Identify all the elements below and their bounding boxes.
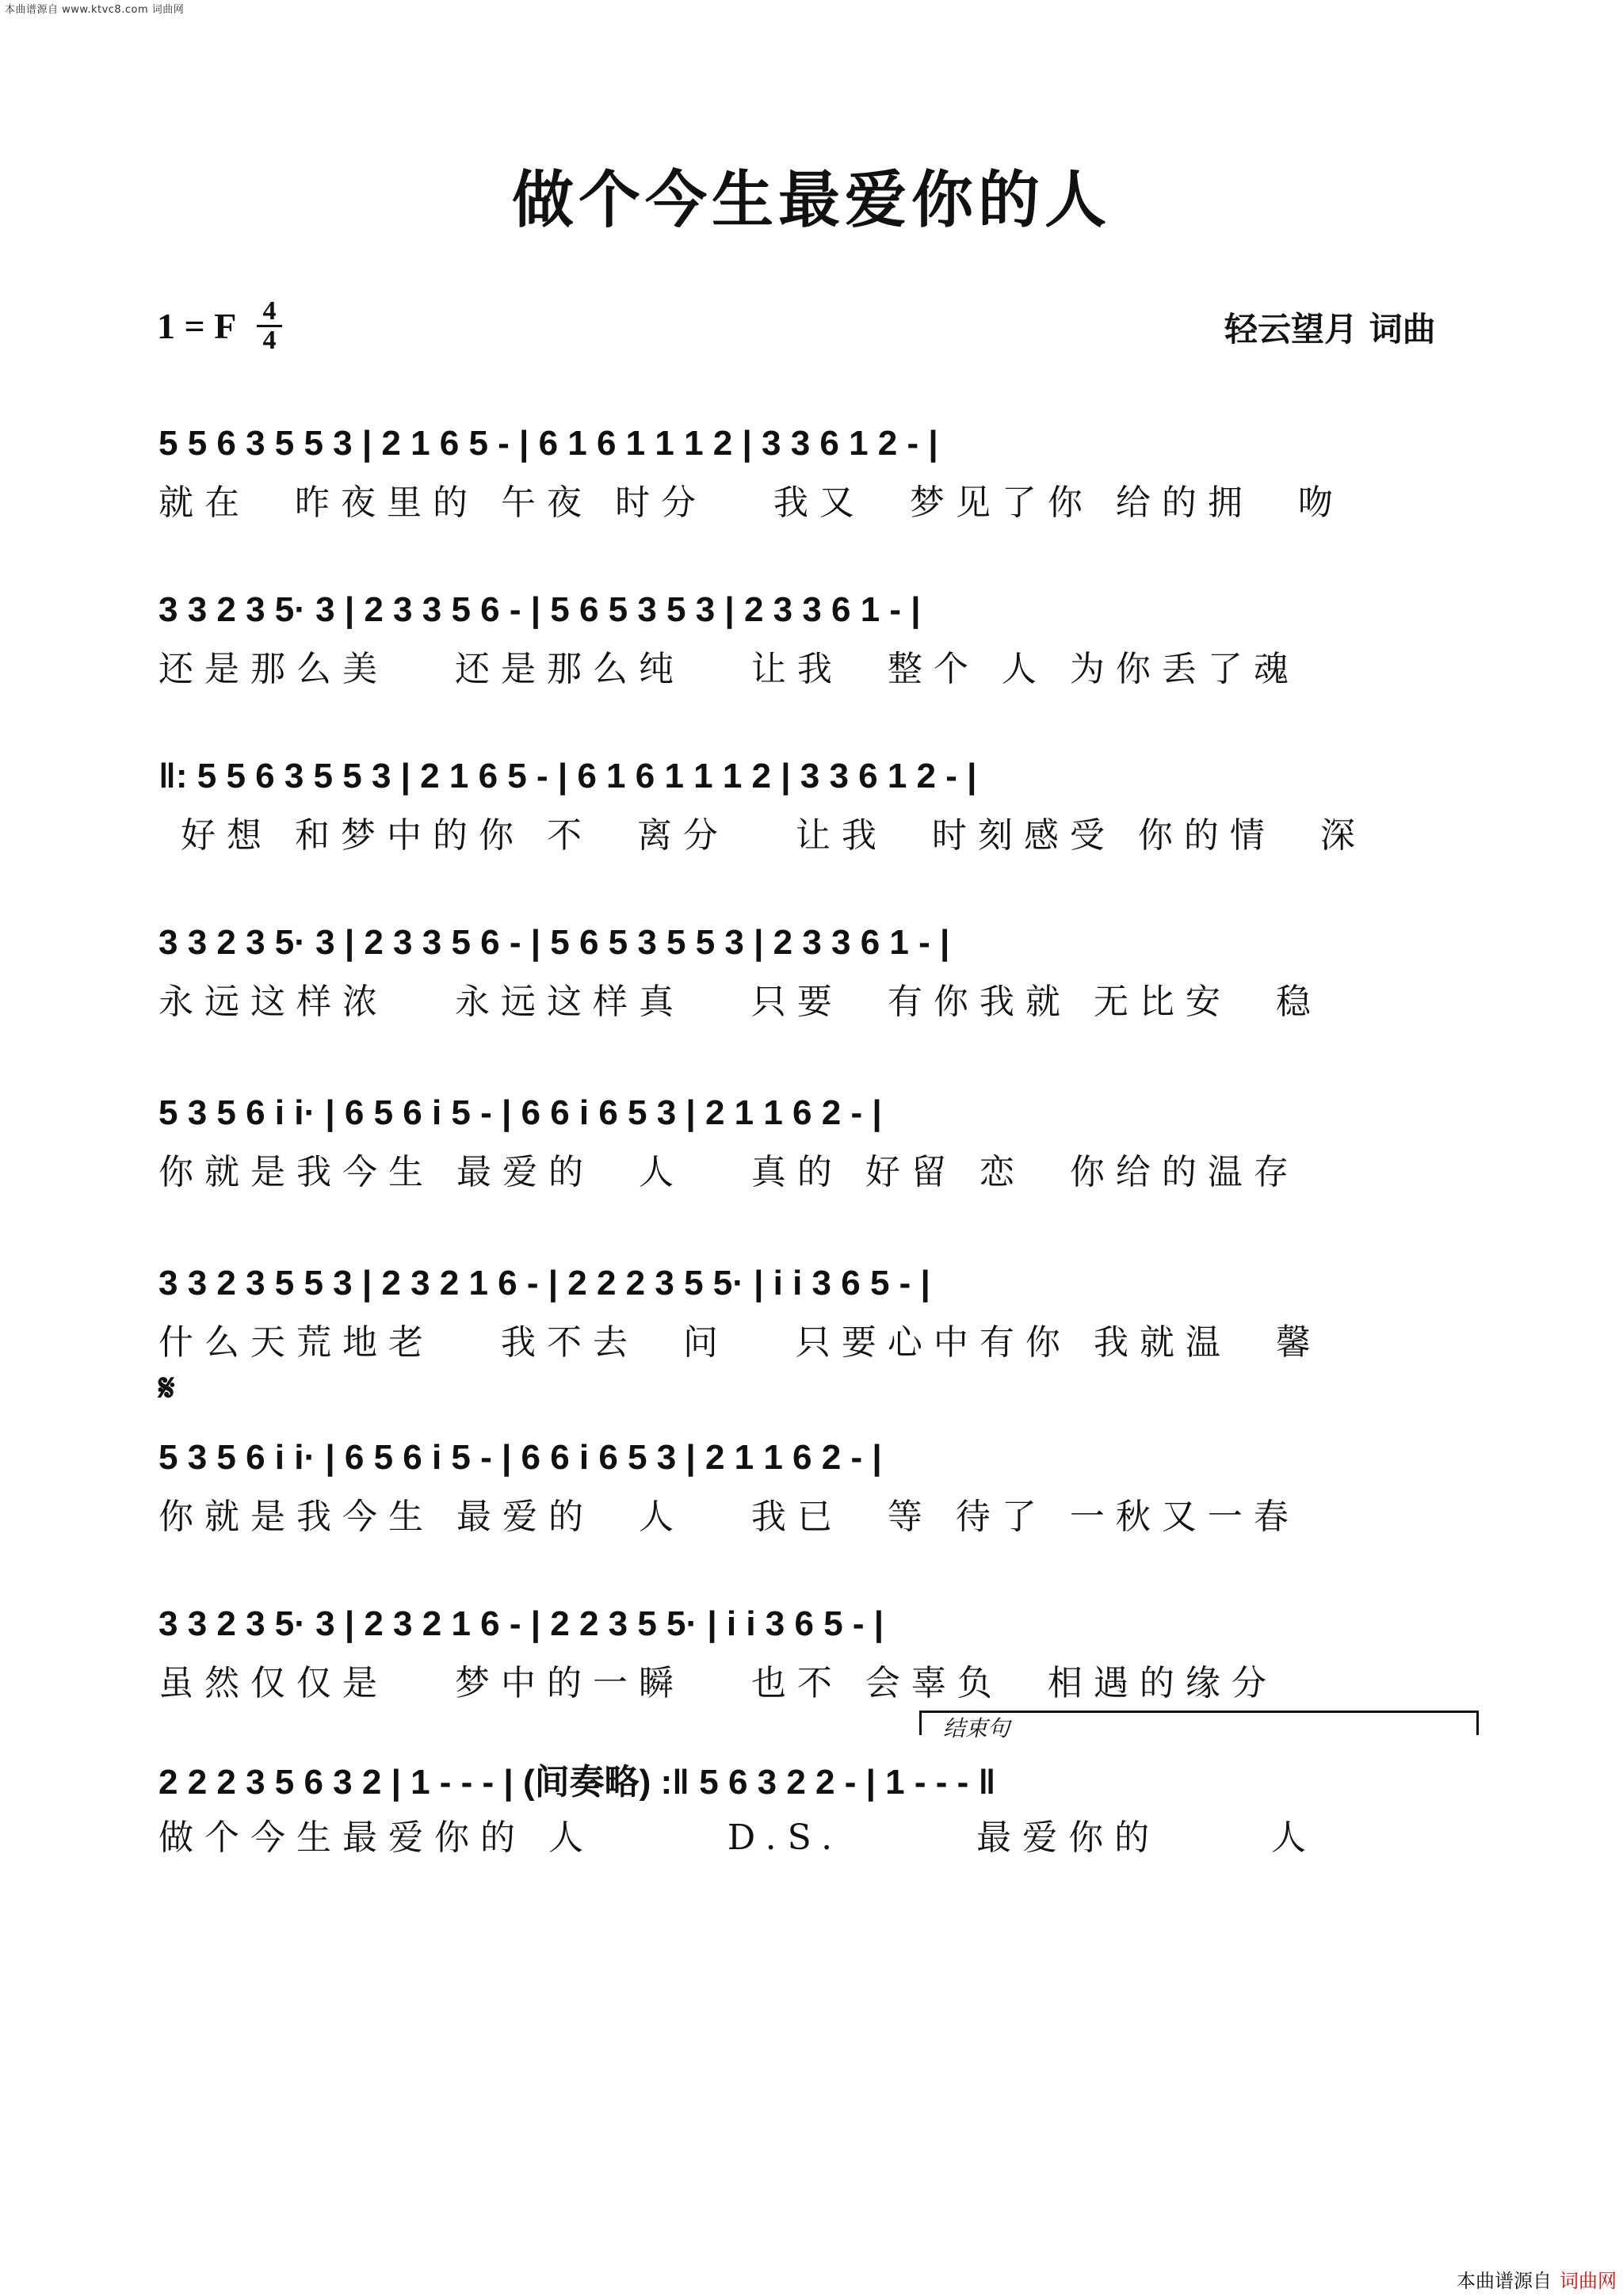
bottom-watermark-left: 本曲谱源自 [1457,2270,1552,2292]
lyric-line: 你就是我今生 最爱的 人 真的 好留 恋 你给的温存 [158,1152,1300,1192]
top-watermark: 本曲谱源自 www.ktvc8.com 词曲网 [5,4,185,16]
lyric-line: 就在 昨夜里的 午夜 时分 我又 梦见了你 给的拥 吻 [158,482,1344,523]
notation-line: ‖: 5 5 6 3 5 5 3 | 2 1 6 5 - | 6 1 6 1 1 1 2 | 3 3 6 1 2 - | [158,757,977,795]
score-row [158,1592,1474,1719]
score-row [158,578,1474,705]
score-row [158,745,1474,871]
notation-line: 5 5 6 3 5 5 3 | 2 1 6 5 - | 6 1 6 1 1 1 2 | 3 3 6 1 2 - | [158,424,938,463]
lyric-line: 永远这样浓 永远这样真 只要 有你我就 无比安 稳 [158,982,1322,1022]
time-numerator: 4 [262,296,277,326]
lyric-line: 你就是我今生 最爱的 人 我已 等 待了 一秋又一春 [158,1497,1300,1537]
lyric-line: 虽然仅仅是 梦中的一瞬 也不 会辜负 相遇的缘分 [158,1663,1277,1703]
score-row [158,911,1474,1038]
notation-line: 3 3 2 3 5· 3 | 2 3 3 5 6 - | 5 6 5 3 5 3 | 2 3 3 6 1 - | [158,590,921,629]
score-row [158,1426,1474,1553]
lyric-line: 好想 和梦中的你 不 离分 让我 时刻感受 你的情 深 [158,815,1366,856]
composer-credit: 轻云望月 词曲 [1224,310,1436,349]
ending-label: 结束句 [943,1715,1010,1741]
score-row [158,1747,1474,1874]
notation-line: 3 3 2 3 5 5 3 | 2 3 2 1 6 - | 2 2 2 3 5 5· | i i 3 6 5 - | [158,1264,930,1302]
notation-line: 3 3 2 3 5· 3 | 2 3 3 5 6 - | 5 6 5 3 5 5 3 | 2 3 3 6 1 - | [158,923,950,962]
notation-line: 2 2 2 3 5 6 3 2 | 1 - - - | (间奏略) :‖ 5 6 3 2 2 - | 1 - - - ‖ [158,1763,996,1802]
time-denominator: 4 [262,326,277,355]
lyric-line: 做个今生最爱你的 人 D.S. 最爱你的 人 [158,1817,1318,1858]
notation-line: 5 3 5 6 i i· | 6 5 6 i 5 - | 6 6 i 6 5 3 | 2 1 1 6 2 - | [158,1093,882,1132]
notation-line: 3 3 2 3 5· 3 | 2 3 2 1 6 - | 2 2 3 5 5· | i i 3 6 5 - | [158,1604,884,1643]
segno-sign: 𝄋 [158,1366,175,1410]
score-row [158,1252,1474,1379]
lyric-line: 还是那么美 还是那么纯 让我 整个 人 为你丢了魂 [158,649,1300,689]
bottom-watermark-right: 词曲网 [1560,2270,1617,2292]
bottom-watermark [1457,2265,1617,2293]
lyric-line: 什么天荒地老 我不去 问 只要心中有你 我就温 馨 [158,1322,1322,1363]
song-title: 做个今生最爱你的人 [511,164,1111,236]
time-signature [255,296,284,355]
score-row [158,412,1474,539]
key-signature: 1 = F [157,306,237,346]
notation-line: 5 3 5 6 i i· | 6 5 6 i 5 - | 6 6 i 6 5 3 | 2 1 1 6 2 - | [158,1438,882,1477]
score-row [158,1081,1474,1208]
